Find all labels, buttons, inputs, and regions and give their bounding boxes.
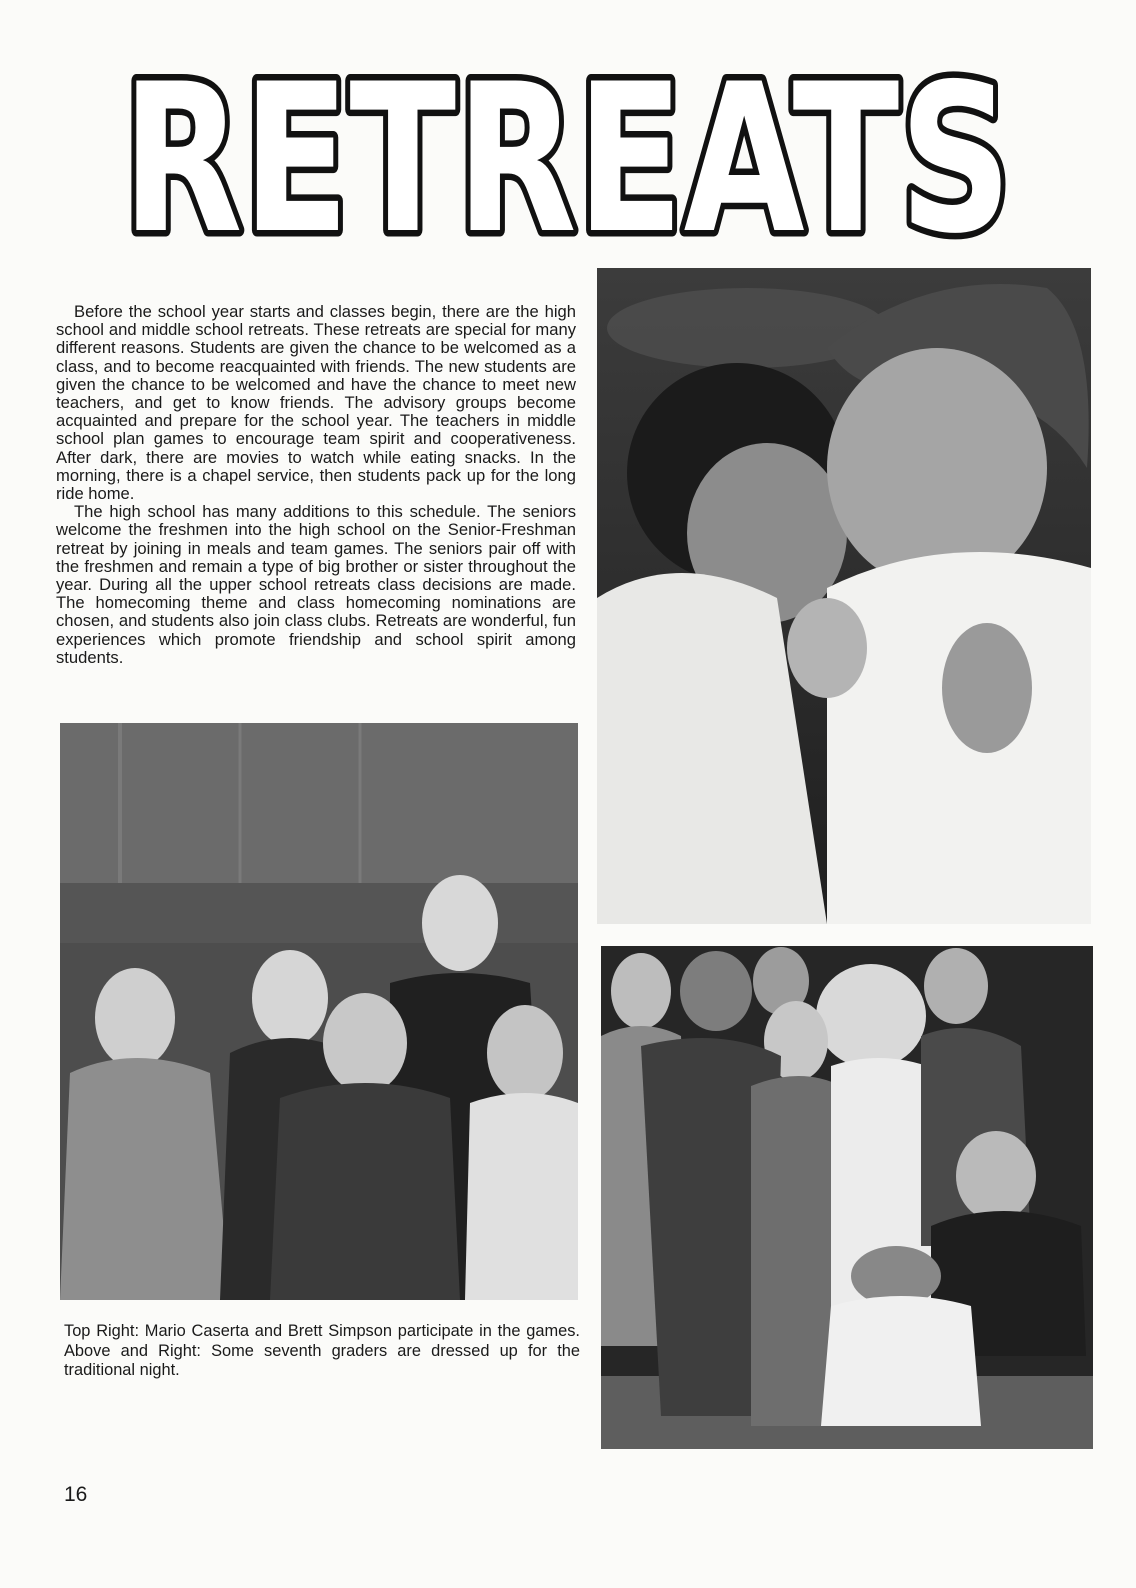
article-text (56, 303, 576, 667)
article-paragraph-1: Before the school year starts and classes begin, there are the high school and middle school retreats. These retreats are special for many different reasons. Students are given the chance to be welcomed as a class, and to become reacquainted with friends. The new students are given the chance to be welcomed and have the chance to meet new teachers, and get to know friends. The advisory groups become acquainted and prepare for the school year. The teachers in middle school plan games to encourage team spirit and cooperativeness. After dark, there are movies to watch while eating snacks. In the morning, there is a chapel service, then students pack up for the long ride home. (56, 302, 576, 504)
page-title-text: RETREATS (122, 41, 1012, 250)
page-title (112, 40, 1022, 250)
page-number: 16 (64, 1483, 88, 1506)
article-paragraph-2: The high school has many additions to this schedule. The seniors welcome the freshmen into the high school on the Senior-Freshman retreat by joining in meals and team games. The seniors pair off with the freshmen and remain a type of big brother or sister throughout the year. During all the upper school retreats class decisions are made. The homecoming theme and class homecoming nominations are chosen, and students also join class clubs. Retreats are wonderful, fun experiences which promote friendship and school spirit among students. (56, 502, 576, 667)
photo-caption: Top Right: Mario Caserta and Brett Simpson participate in the games. Above and Right: Some seventh graders are dressed up for the traditional night. (64, 1322, 580, 1380)
photo-two-students (597, 268, 1091, 924)
photo-seventh-graders-group (60, 723, 578, 1300)
photo-costumed-students (601, 946, 1093, 1449)
